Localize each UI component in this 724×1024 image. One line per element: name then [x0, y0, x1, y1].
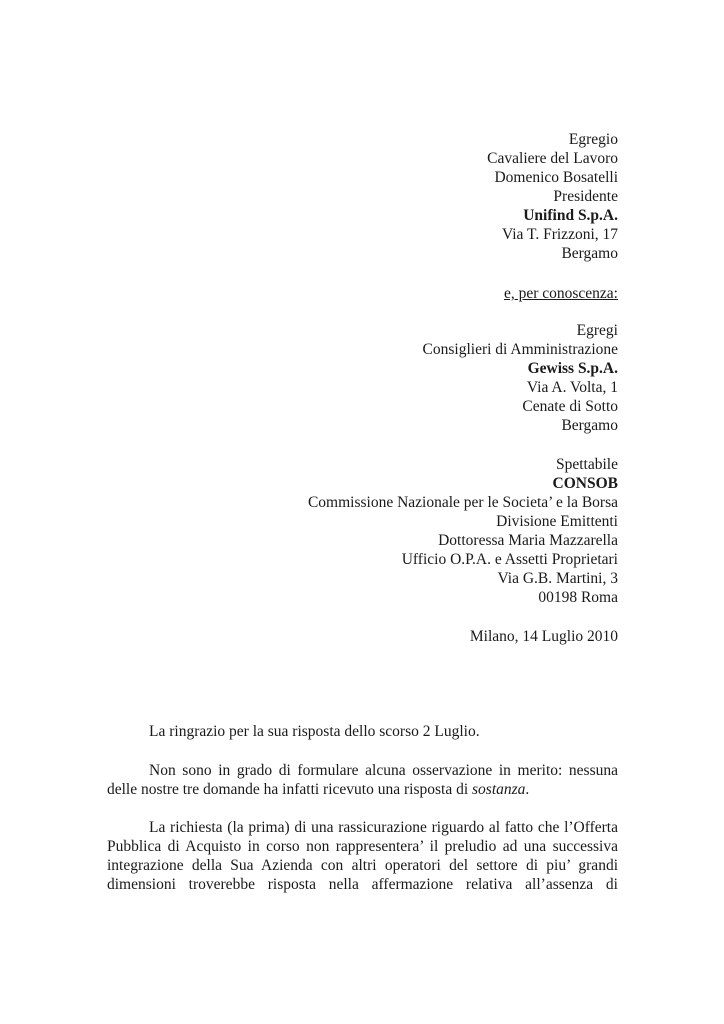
recipient-street: Via G.B. Martini, 3 — [497, 570, 618, 587]
recipient-city: Bergamo — [561, 245, 618, 262]
recipient-role: Presidente — [553, 188, 618, 205]
recipient-salutation: Egregio — [568, 131, 618, 148]
recipient-town: Cenate di Sotto — [522, 398, 618, 415]
cc-label-block — [504, 284, 618, 303]
recipient-address-consob — [308, 455, 618, 607]
paragraph-text: La ringrazio per la sua risposta dello scorso 2 Luglio. — [149, 723, 480, 740]
recipient-company: CONSOB — [552, 475, 618, 492]
recipient-street: Via A. Volta, 1 — [526, 379, 618, 396]
paragraph-text: La richiesta (la prima) di una rassicurazione riguardo al fatto che l’Offerta Pubblica di Acquisto in corso non rappresentera’ il preludio ad una successiva integrazione della Sua Azienda con altri operatori del settore di piu’ grandi dimensioni troverebbe risposta nella affermazione relativa all’assenza di — [107, 819, 618, 893]
recipient-street: Via T. Frizzoni, 17 — [501, 226, 618, 243]
recipient-title: Consiglieri di Amministrazione — [422, 341, 618, 358]
date-line-block — [470, 627, 618, 646]
recipient-full-name: Commissione Nazionale per le Societa’ e la Borsa — [307, 494, 618, 511]
recipient-company: Unifind S.p.A. — [523, 207, 618, 224]
date-line: Milano, 14 Luglio 2010 — [469, 628, 618, 645]
recipient-salutation: Egregi — [576, 322, 618, 339]
paragraph-emphasis: sostanza — [472, 781, 526, 798]
recipient-company: Gewiss S.p.A. — [527, 360, 618, 377]
recipient-address-unifind — [487, 130, 618, 263]
body-paragraph-3 — [107, 818, 618, 894]
recipient-person: Dottoressa Maria Mazzarella — [438, 532, 618, 549]
paragraph-text-end: . — [525, 781, 530, 798]
body-paragraph-1 — [107, 722, 618, 741]
recipient-division: Divisione Emittenti — [496, 513, 618, 530]
paragraph-text: Non sono in grado di formulare alcuna osservazione in merito: nessuna delle nostre tre domande ha infatti ricevuto una risposta di — [107, 762, 618, 798]
recipient-title: Cavaliere del Lavoro — [487, 150, 618, 167]
body-paragraph-2 — [107, 761, 618, 799]
recipient-office: Ufficio O.P.A. e Assetti Proprietari — [401, 551, 618, 568]
cc-label: e, per conoscenza: — [503, 285, 618, 302]
recipient-salutation: Spettabile — [556, 456, 618, 473]
recipient-address-gewiss — [423, 321, 618, 435]
recipient-city: 00198 Roma — [538, 589, 618, 606]
recipient-city: Bergamo — [561, 417, 618, 434]
recipient-name: Domenico Bosatelli — [494, 169, 618, 186]
